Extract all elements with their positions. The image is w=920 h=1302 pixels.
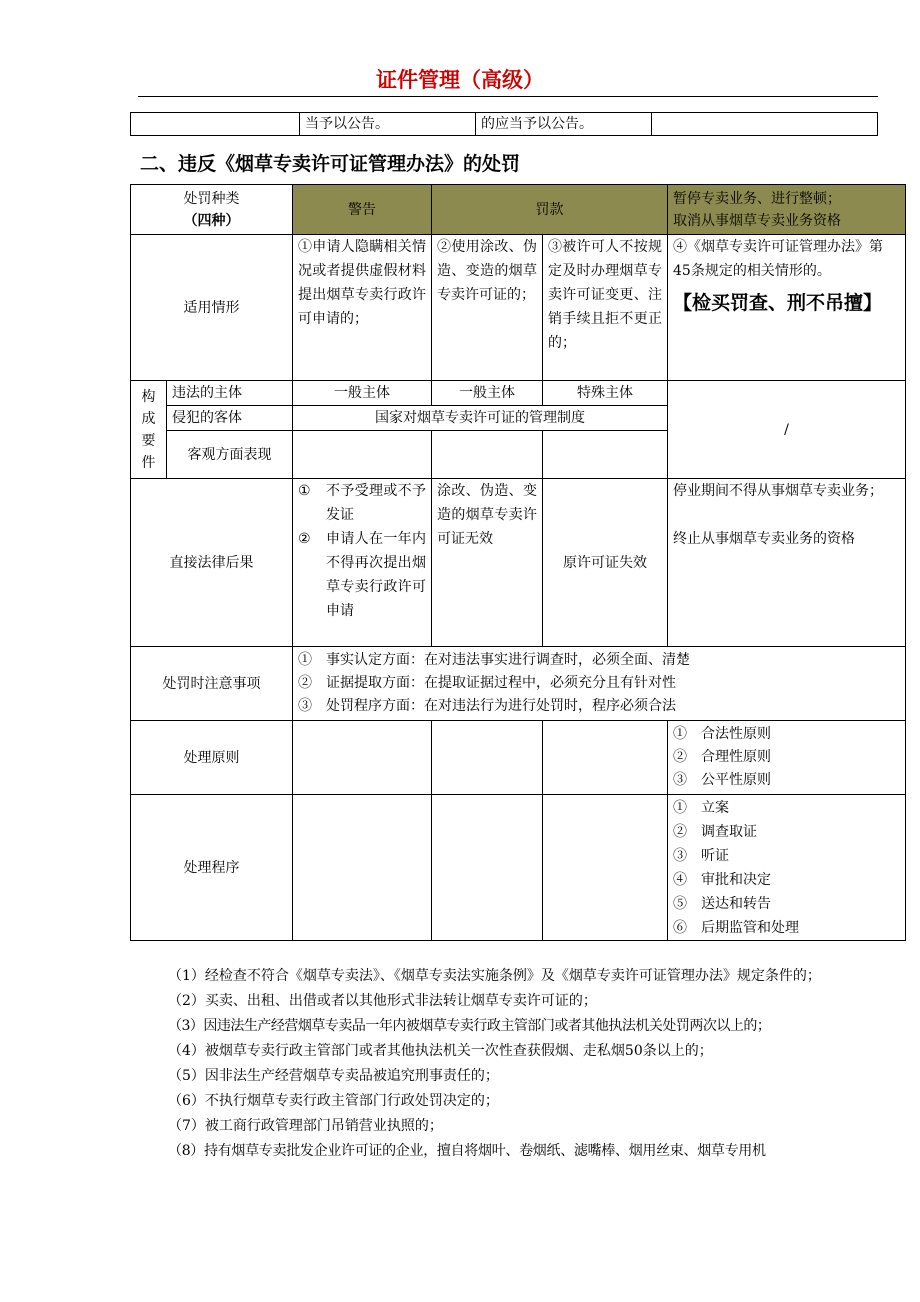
consequence-warning: ① 不予受理或不予发证 ② 申请人在一年内不得再次提出烟草专卖行政许可申请 [293, 479, 432, 647]
kind-header: 处罚种类 （四种） [131, 185, 293, 235]
object-value: 国家对烟草专卖许可证的管理制度 [293, 406, 668, 431]
principles-warning [293, 721, 432, 795]
principles-label: 处理原则 [131, 721, 293, 795]
objective-fine-2 [543, 431, 668, 479]
paragraph-7: （7）被工商行政管理部门吊销营业执照的； [168, 1118, 443, 1134]
consequence-fine-2: 原许可证失效 [543, 479, 668, 647]
procedure-suspend: ① 立案 ② 调查取证 ③ 听证 ④ 审批和决定 ⑤ 送达和转告 ⑥ 后期监管和处理 [668, 795, 906, 941]
procedure-label: 处理程序 [131, 795, 293, 941]
objective-warning [293, 431, 432, 479]
continued-table [130, 112, 878, 136]
paragraph-1: （1）经检查不符合《烟草专卖法》、《烟草专卖法实施条例》及《烟草专卖许可证管理办法》规定条件的； [168, 968, 821, 984]
header-rule [138, 96, 878, 97]
object-label: 侵犯的客体 [167, 406, 293, 431]
objective-fine-1 [432, 431, 543, 479]
warning-header: 警告 [293, 185, 432, 235]
section-title: 二、违反《烟草专卖许可证管理办法》的处罚 [140, 153, 521, 175]
paragraph-2: （2）买卖、出租、出借或者以其他形式非法转让烟草专卖许可证的； [168, 993, 597, 1009]
applicable-label: 适用情形 [131, 235, 293, 381]
applicable-warning: ①申请人隐瞒相关情况或者提供虚假材料提出烟草专卖行政许可申请的； [293, 235, 432, 381]
principles-suspend: ① 合法性原则 ② 合理性原则 ③ 公平性原则 [668, 721, 906, 795]
applicable-row [131, 235, 906, 381]
top-cell-3: 的应当予以公告。 [476, 113, 652, 136]
consequence-fine-1: 涂改、伪造、变造的烟草专卖许可证无效 [432, 479, 543, 647]
paragraph-4: （4）被烟草专卖行政主管部门或者其他执法机关一次性查获假烟、走私烟50条以上的； [168, 1043, 713, 1059]
composition-suspend: / [668, 381, 906, 479]
notes-row [131, 647, 906, 721]
top-cell-2: 当予以公告。 [300, 113, 476, 136]
top-cell-1 [131, 113, 300, 136]
top-cell-4 [652, 113, 878, 136]
procedure-fine-2 [543, 795, 668, 941]
notes-content: ① 事实认定方面：在对违法事实进行调查时，必须全面、清楚 ② 证据提取方面：在提取证据过程中，必须充分且有针对性 ③ 处罚程序方面：在对违法行为进行处罚时，程序必须合法 [293, 647, 906, 721]
objective-label: 客观方面表现 [167, 431, 293, 479]
subject-warning: 一般主体 [293, 381, 432, 406]
applicable-fine-2: ③被许可人不按规定及时办理烟草专卖许可证变更、注销手续且拒不更正的； [543, 235, 668, 381]
paragraph-5: （5）因非法生产经营烟草专卖品被追究刑事责任的； [168, 1068, 499, 1084]
revocation-conditions [140, 964, 880, 1164]
applicable-suspend: ④《烟草专卖许可证管理办法》第45条规定的相关情形的。 【检买罚查、刑不吊擅】 [668, 235, 906, 381]
consequence-label: 直接法律后果 [131, 479, 293, 647]
penalty-table [130, 184, 906, 941]
principles-fine-1 [432, 721, 543, 795]
fine-header: 罚款 [432, 185, 668, 235]
procedure-row [131, 795, 906, 941]
suspend-header: 暂停专卖业务、进行整顿； 取消从事烟草专卖业务资格 [668, 185, 906, 235]
subject-fine-1: 一般主体 [432, 381, 543, 406]
paragraph-3: （3）因违法生产经营烟草专卖品一年内被烟草专卖行政主管部门或者其他执法机关处罚两次以上的； [168, 1018, 771, 1034]
procedure-fine-1 [432, 795, 543, 941]
notes-label: 处罚时注意事项 [131, 647, 293, 721]
applicable-fine-1: ②使用涂改、伪造、变造的烟草专卖许可证的； [432, 235, 543, 381]
consequence-suspend: 停业期间不得从事烟草专卖业务； 终止从事烟草专卖业务的资格 [668, 479, 906, 647]
consequence-row [131, 479, 906, 647]
subject-fine-2: 特殊主体 [543, 381, 668, 406]
paragraph-8: （8）持有烟草专卖批发企业许可证的企业，擅自将烟叶、卷烟纸、滤嘴棒、烟用丝束、烟草专用机 [168, 1143, 766, 1159]
subject-row [131, 381, 906, 406]
subject-label: 违法的主体 [167, 381, 293, 406]
composition-label: 构 成 要 件 [131, 381, 167, 479]
paragraph-6: （6）不执行烟草专卖行政主管部门行政处罚决定的； [168, 1093, 499, 1109]
page-title: 证件管理（高级） [376, 68, 544, 92]
procedure-warning [293, 795, 432, 941]
principles-row [131, 721, 906, 795]
mnemonic-emphasis: 【检买罚查、刑不吊擅】 [673, 292, 883, 314]
principles-fine-2 [543, 721, 668, 795]
header-row [131, 185, 906, 235]
